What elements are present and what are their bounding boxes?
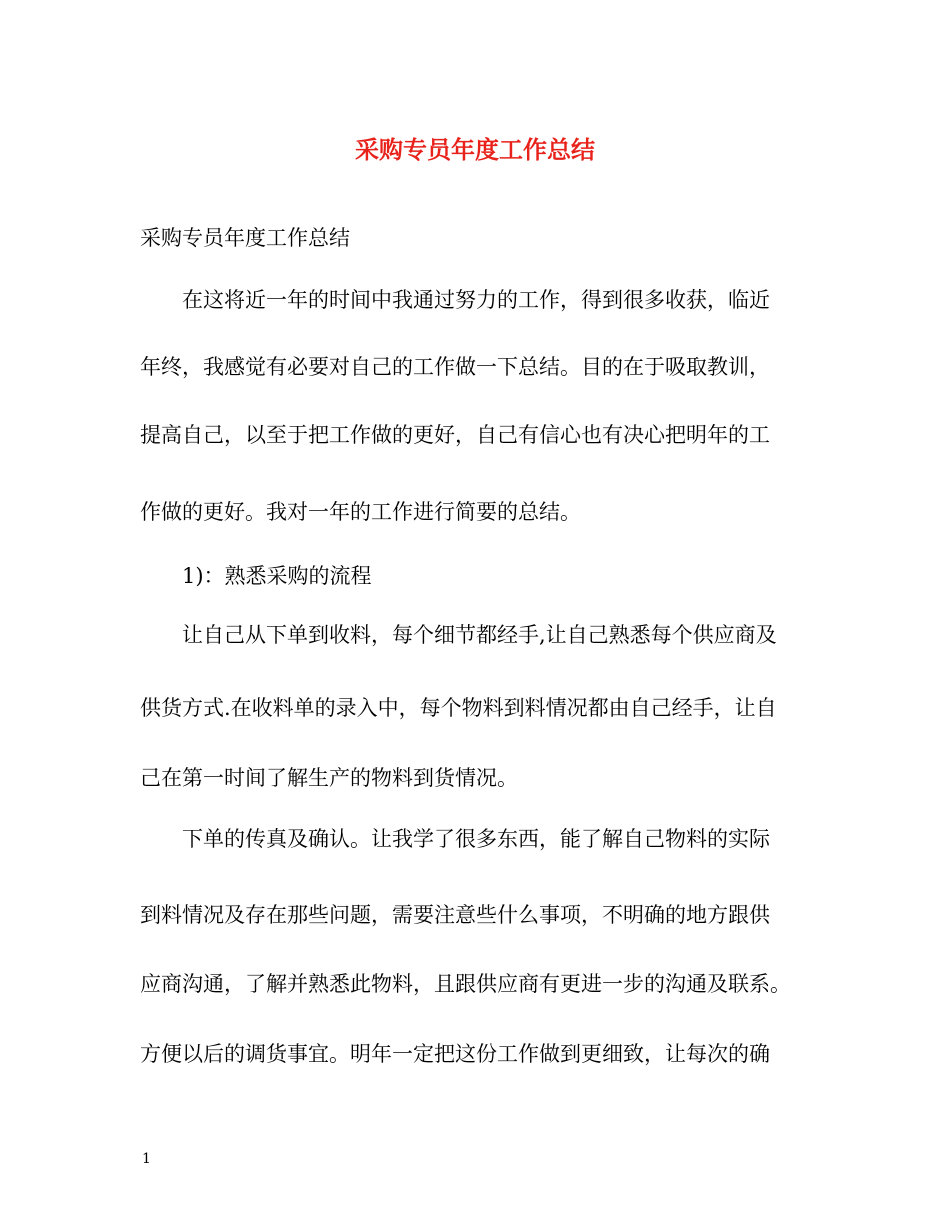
paragraph-line: 供货方式.在收料单的录入中，每个物料到料情况都由自己经手，让自	[140, 696, 777, 720]
section-heading: 1)：熟悉采购的流程	[182, 564, 372, 588]
paragraph-line: 年终，我感觉有必要对自己的工作做一下总结。目的在于吸取教训，	[140, 355, 770, 379]
paragraph-line: 方便以后的调货事宜。明年一定把这份工作做到更细致，让每次的确	[140, 1042, 770, 1066]
paragraph-line: 己在第一时间了解生产的物料到货情况。	[140, 766, 518, 790]
paragraph-line: 到料情况及存在那些问题，需要注意些什么事项，不明确的地方跟供	[140, 903, 770, 927]
page-title: 采购专员年度工作总结	[355, 135, 595, 164]
paragraph-line: 提高自己，以至于把工作做的更好，自己有信心也有决心把明年的工	[140, 423, 770, 447]
paragraph-line: 应商沟通，了解并熟悉此物料，且跟供应商有更进一步的沟通及联系。	[140, 972, 791, 996]
paragraph-line: 作做的更好。我对一年的工作进行简要的总结。	[140, 500, 581, 524]
page-number: 1	[142, 1151, 151, 1167]
paragraph-line: 在这将近一年的时间中我通过努力的工作，得到很多收获，临近	[182, 288, 770, 312]
paragraph-line: 让自己从下单到收料，每个细节都经手,让自己熟悉每个供应商及	[182, 623, 777, 647]
paragraph-line: 下单的传真及确认。让我学了很多东西，能了解自己物料的实际	[182, 827, 770, 851]
document-subtitle: 采购专员年度工作总结	[140, 226, 350, 250]
